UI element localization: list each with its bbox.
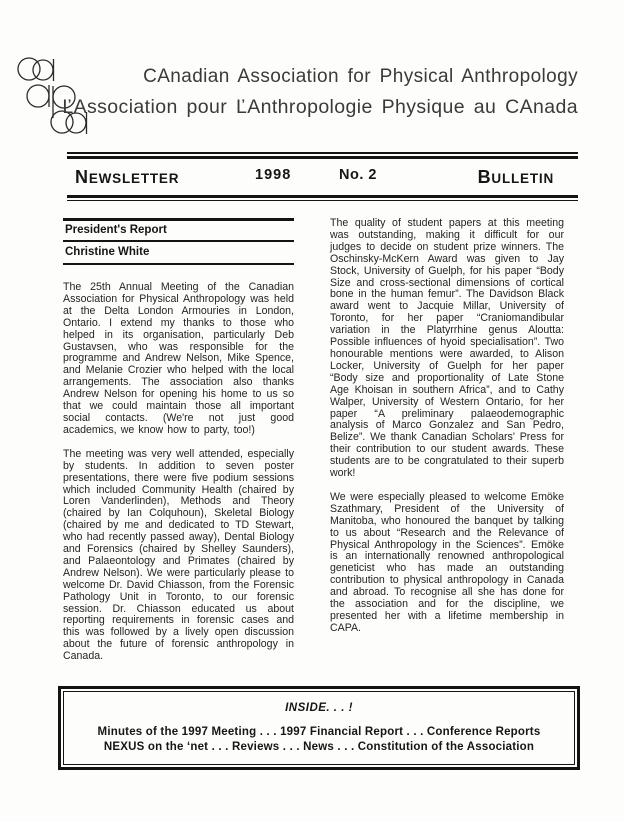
association-names: [60, 62, 578, 123]
right-paragraph-1: The quality of student papers at this meeting was outstanding, making it difficult for our judges to decide on student prize winners. The Oschinsky-McKern Award was given to Jay Stock, University of Guelph, for his paper “Body Size and cross-sectional dimensions of cortical bone in the human femur”. The Davidson Black award went to Jacquie Millar, University of Toronto, for her paper “Craniomandibular variation in the Platyrrhine genus Aloutta: Possible influences of hyoid specialisation”. Two honourable mentions were awarded, to Alison Locker, University of Guelph for her paper “Body size and proportionality of Late Stone Age Khoisan in southern Africa”, and to Cathy Walper, University of Western Ontario, for her paper “A preliminary palaeodemographic analysis of Marco Gonzalez and San Pedro, Belize”. We thank Canadian Scholars' Press for their contribution to our student awards. These students are to be congratulated to their superb work!: [330, 217, 564, 480]
masthead: [67, 152, 578, 201]
bulletin-label: BULLETIN: [477, 166, 554, 187]
masthead-year: 1998: [255, 166, 292, 183]
association-name-french: ĽAssociation pour ĽAnthropologie Physique au CAnada: [62, 96, 578, 118]
inside-box-inner: [63, 691, 575, 765]
right-paragraph-2: We were especially pleased to welcome Emöke Szathmary, President of the University of Manitoba, who honoured the banquet by talking to us about “Research and the Relevance of Physical Anthropology in the Sciences”. Emöke is an internationally renowned anthropological geneticist who has made an outstanding contribution to physical anthropology in Canada and abroad. To recognise all she has done for the association and for the discipline, we presented her with a lifetime membership in CAPA.: [330, 490, 564, 634]
inside-title: INSIDE. . . !: [285, 702, 353, 714]
left-paragraph-2: The meeting was very well attended, especially by students. In addition to seven poster presentations, there were five podium sessions which included Community Health (chaired by Loren Vanderlinden), Methods and Theory (chaired by Ian Colquhoun), Skeletal Biology (chaired by me and dedicated to TD Stewart, who had recently passed away), Dental Biology and Forensics (chaired by Shelley Saunders), and Palaeontology and Primates (chaired by Andrew Nelson). We were particularly please to welcome Dr. David Chiasson, from the Forensic Pathology Unit in Toronto, to our forensic session. Dr. Chiasson educated us about reporting requirements in forensic cases and this was followed by a lively open discussion about the future of forensic anthropology in Canada.: [63, 447, 294, 663]
right-column: [330, 218, 564, 675]
inside-box: [58, 686, 580, 770]
masthead-rule-bottom-thin: [67, 200, 578, 202]
left-paragraph-1: The 25th Annual Meeting of the Canadian Association for Physical Anthropology was held at the Delta London Armouries in London, Ontario. I extend my thanks to those who helped in its organisation, particularly Deb Gustavsen, who was responsible for the programme and Andrew Nelson, Mike Spence, and Melanie Crozier who helped with the local arrangements. The association also thanks Andrew Nelson for opening his home to us so that we could maintain those all important social contacts. (We're not just good academics, we know how to party, too!): [63, 281, 294, 436]
inside-contents-line-2: NEXUS on the ‘net . . . Reviews . . . News . . . Constitution of the Association: [103, 741, 535, 753]
inside-contents-line-1: Minutes of the 1997 Meeting . . . 1997 Financial Report . . . Conference Reports: [97, 726, 541, 738]
left-column: [63, 218, 294, 675]
masthead-row: [67, 159, 578, 195]
masthead-issue-number: No. 2: [339, 166, 377, 183]
newsletter-label: NEWSLETTER: [75, 166, 180, 187]
section-author: Christine White: [63, 242, 294, 265]
article-columns: [63, 218, 564, 675]
association-name-english: CAnadian Association for Physical Anthropology: [143, 66, 578, 87]
section-title: President's Report: [63, 218, 294, 242]
